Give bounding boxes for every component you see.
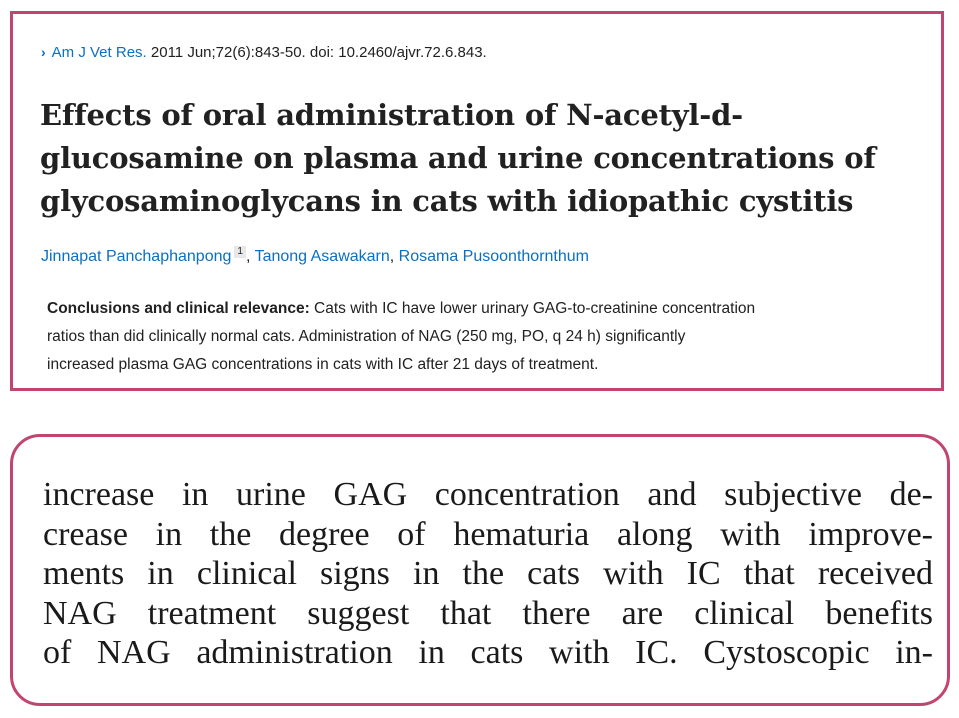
- excerpt-line: NAG treatment suggest that there are clinical benefits: [43, 594, 933, 632]
- excerpt-line: increase in urine GAG concentration and subjective de-: [43, 476, 933, 513]
- author-separator: ,: [245, 248, 255, 265]
- title-line: glycosaminoglycans in cats with idiopathic cystitis: [40, 184, 854, 218]
- conclusion-text: increased plasma GAG concentrations in cats with IC after 21 days of treatment.: [47, 356, 599, 373]
- affiliation-marker[interactable]: 1: [234, 246, 246, 258]
- journal-link[interactable]: Am J Vet Res.: [51, 44, 147, 61]
- excerpt-line: crease in the degree of hematuria along with improve-: [43, 515, 933, 553]
- excerpt-text: [43, 475, 933, 673]
- excerpt-line: of NAG administration in cats with IC. Cystoscopic in-: [43, 634, 933, 671]
- citation-details: 2011 Jun;72(6):843-50. doi: 10.2460/ajvr.72.6.843.: [150, 44, 487, 61]
- author-link[interactable]: Tanong Asawakarn: [254, 248, 390, 265]
- citation-line: [41, 44, 487, 61]
- excerpt-card: [10, 434, 950, 706]
- title-line: Effects of oral administration of N-acetyl-d-: [40, 98, 743, 132]
- abstract-card: [10, 11, 944, 391]
- chevron-right-icon: ›: [41, 44, 46, 60]
- author-separator: ,: [389, 248, 399, 265]
- title-line: glucosamine on plasma and urine concentrations of: [40, 141, 876, 175]
- conclusion-text: ratios than did clinically normal cats. Administration of NAG (250 mg, PO, q 24 h) significantly: [47, 328, 686, 345]
- author-link[interactable]: Jinnapat Panchaphanpong: [41, 248, 232, 265]
- author-link[interactable]: Rosama Pusoonthornthum: [398, 248, 589, 265]
- excerpt-line: ments in clinical signs in the cats with IC that received: [43, 555, 933, 592]
- conclusion-paragraph: [47, 295, 927, 379]
- conclusion-label: Conclusions and clinical relevance:: [47, 300, 310, 317]
- author-list: [41, 248, 589, 266]
- conclusion-text: Cats with IC have lower urinary GAG-to-creatinine concentration: [314, 300, 756, 317]
- article-title: [40, 94, 920, 223]
